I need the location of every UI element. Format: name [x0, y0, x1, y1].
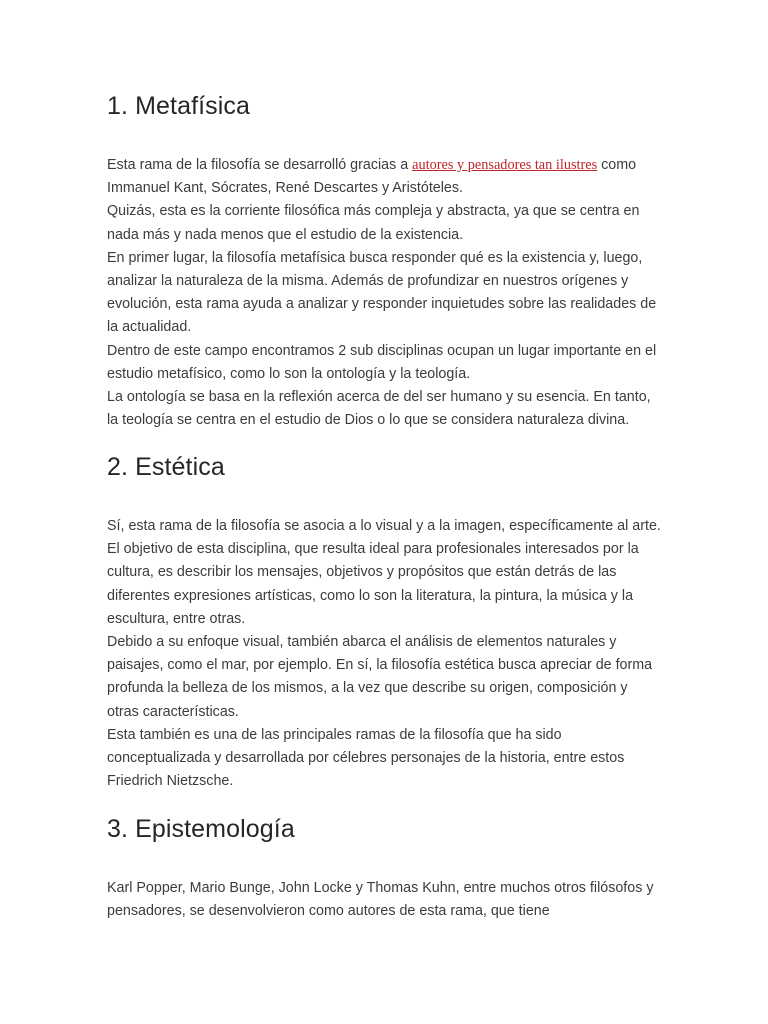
authors-link[interactable]: autores y pensadores tan ilustres [412, 157, 598, 173]
section-body-metafisica [107, 154, 663, 432]
paragraph: Sí, esta rama de la filosofía se asocia a lo visual y a la imagen, específicamente al arte. [107, 518, 661, 534]
section-title-metafisica: 1. Metafísica [107, 92, 251, 120]
paragraph: En primer lugar, la filosofía metafísica busca responder qué es la existencia y, luego, analizar la naturaleza de la misma. Además de profundizar en nuestros orígenes y evolución, esta rama ayuda a analizar y responder inquietudes sobre las realidades de la actualidad. [107, 249, 657, 336]
paragraph-text: Esta rama de la filosofía se desarrolló gracias a [107, 157, 413, 173]
paragraph-text: como Immanuel Kant, Sócrates, René Descartes y Aristóteles. [107, 157, 637, 197]
paragraph: Esta también es una de las principales ramas de la filosofía que ha sido conceptualizada y desarrollada por célebres personajes de la historia, entre estos Friedrich Nietzsche. [107, 726, 625, 790]
paragraph: Quizás, esta es la corriente filosófica más compleja y abstracta, ya que se centra en nada más y nada menos que el estudio de la existencia. [107, 203, 640, 243]
section-body-epistemologia [107, 877, 663, 923]
paragraph: El objetivo de esta disciplina, que resulta ideal para profesionales interesados por la cultura, es describir los mensajes, objetivos y propósitos que están detrás de las diferentes expresiones artísticas, como lo son la literatura, la pintura, la música y la escultura, entre otras. [107, 541, 639, 627]
paragraph: Dentro de este campo encontramos 2 sub disciplinas ocupan un lugar importante en el estudio metafísico, como lo son la ontología y la teología. [107, 342, 657, 382]
paragraph: Karl Popper, Mario Bunge, John Locke y Thomas Kuhn, entre muchos otros filósofos y pensadores, se desenvolvieron como autores de esta rama, que tiene [107, 880, 654, 920]
paragraph: Debido a su enfoque visual, también abarca el análisis de elementos naturales y paisajes, como el mar, por ejemplo. En sí, la filosofía estética busca apreciar de forma profunda la belleza de los mismos, a la vez que describe su origen, composición y otras características. [107, 634, 653, 720]
section-title-estetica: 2. Estética [107, 453, 225, 481]
paragraph [107, 154, 663, 200]
section-body-estetica [107, 515, 663, 793]
section-title-epistemologia: 3. Epistemología [107, 815, 295, 843]
paragraph: La ontología se basa en la reflexión acerca de del ser humano y su esencia. En tanto, la teología se centra en el estudio de Dios o lo que se considera naturaleza divina. [107, 389, 651, 429]
